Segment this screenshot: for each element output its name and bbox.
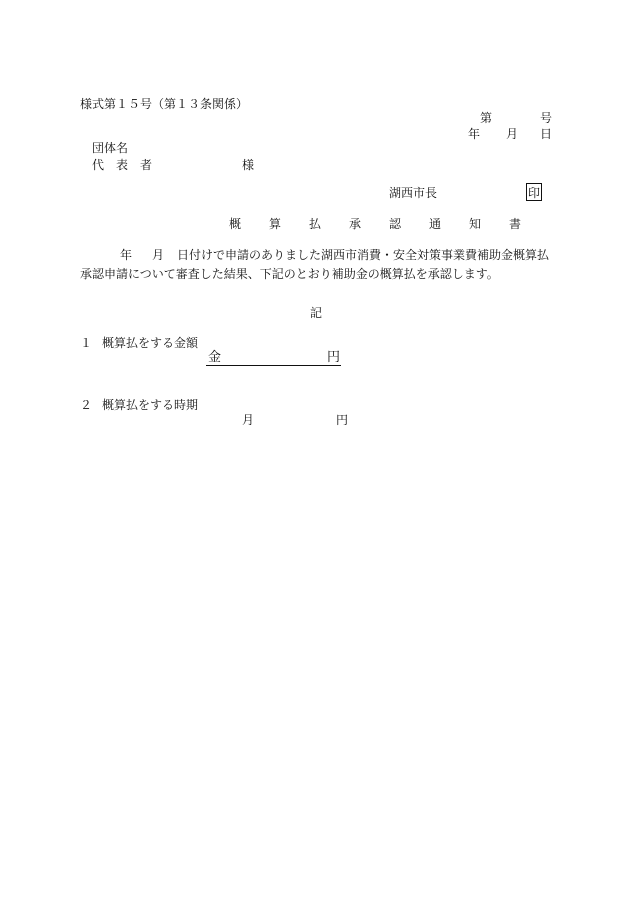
sender-name: 湖西市長: [389, 186, 438, 200]
body-month: 月: [152, 248, 165, 262]
body-line-2: 承認申請について審査した結果、下記のとおり補助金の概算払を承認します。: [80, 267, 499, 281]
ki-label: 記: [310, 306, 323, 320]
recipient-honorific: 様: [242, 158, 255, 172]
date-month: 月: [506, 127, 519, 141]
recipient-org-label: 団体名: [92, 141, 129, 155]
item2-label: 概算払をする時期: [102, 398, 199, 412]
item1-label: 概算払をする金額: [102, 336, 199, 350]
date-day: 日: [540, 127, 553, 141]
item2-month: 月: [242, 413, 255, 427]
body-line-1: 日付けで申請のありました湖西市消費・安全対策事業費補助金概算払: [177, 248, 550, 262]
amount-underline: [206, 365, 341, 366]
seal-label: 印: [527, 185, 540, 200]
document-title: 概 算 払 承 認 通 知 書: [229, 217, 530, 231]
recipient-rep-label: 代 表 者: [92, 158, 153, 172]
item2-number: ２: [80, 398, 93, 412]
item1-kin: 金: [208, 350, 222, 365]
body-year: 年: [120, 248, 133, 262]
seal-box: [526, 183, 542, 201]
item2-yen: 円: [336, 413, 349, 427]
doc-number-suffix: 号: [540, 111, 553, 125]
item1-yen: 円: [327, 350, 341, 365]
item1-number: １: [80, 336, 93, 350]
doc-number-prefix: 第: [480, 111, 493, 125]
form-number: 様式第１５号（第１３条関係）: [80, 97, 249, 111]
date-year: 年: [468, 127, 481, 141]
